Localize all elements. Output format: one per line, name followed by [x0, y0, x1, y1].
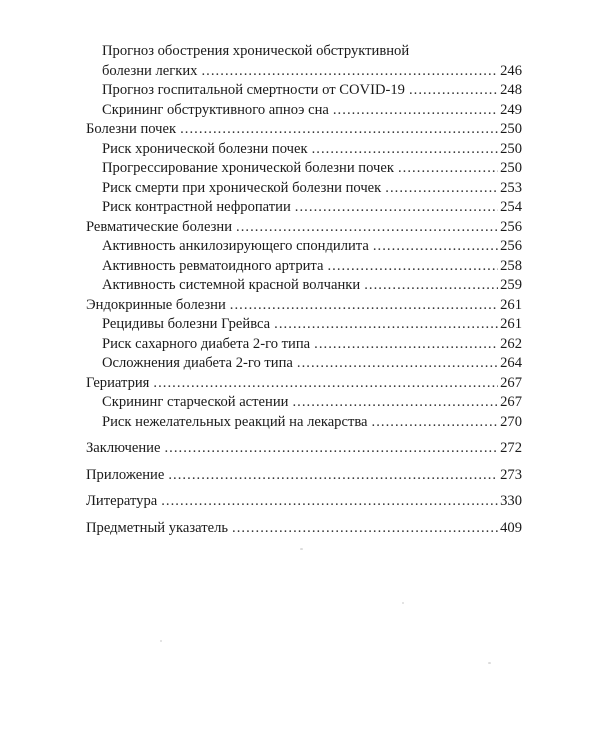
toc-entry: [86, 101, 522, 121]
toc-entry-page: 253: [500, 179, 522, 196]
toc-entry-title: Активность анкилозирующего спондилита: [102, 238, 369, 254]
scan-speck: [402, 602, 404, 604]
toc-entry-title: Риск смерти при хронической болезни почек: [102, 179, 382, 196]
toc-entry-page: 330: [500, 493, 522, 509]
toc-entry: [86, 315, 522, 335]
toc-entry-title: Предметный указатель: [86, 519, 229, 536]
toc-entry-title: Эндокринные болезни: [86, 296, 226, 313]
toc-entry: [86, 140, 522, 160]
toc-entry: [86, 354, 522, 374]
toc-entry-page: 272: [500, 440, 522, 456]
toc-section-entry: [86, 492, 522, 512]
toc-entry: [86, 257, 522, 277]
toc-entry-page: 250: [500, 121, 522, 137]
dot-leader: [292, 393, 498, 413]
toc-entry: [86, 413, 522, 433]
dot-leader: [372, 413, 499, 433]
toc-entry: [86, 179, 522, 199]
toc-section-entry: [86, 519, 522, 539]
toc-entry-page: 256: [500, 218, 522, 235]
toc-entry-title: Болезни почек: [86, 121, 177, 137]
toc-entry-page: 264: [500, 355, 522, 371]
toc-entry-title: Риск сахарного диабета 2-го типа: [102, 335, 311, 352]
dot-leader: [312, 140, 499, 160]
dot-leader: [236, 218, 498, 238]
toc-entry: [86, 237, 522, 257]
toc-entry: [86, 81, 522, 101]
dot-leader: [232, 519, 498, 539]
dot-leader: [409, 81, 498, 101]
toc-entry-page: 267: [500, 394, 522, 410]
toc-section-entry: [86, 296, 522, 316]
toc-entry-title: Рецидивы болезни Грейвса: [102, 316, 271, 332]
toc-entry-title: Осложнения диабета 2-го типа: [102, 355, 293, 371]
dot-leader: [201, 62, 498, 82]
toc-entry-title: Прогрессирование хронической болезни почек: [102, 160, 394, 176]
dot-leader: [180, 120, 498, 140]
dot-leader: [314, 335, 498, 355]
toc-entry-page: 250: [500, 140, 522, 157]
toc-entry-title: Скрининг старческой астении: [102, 394, 289, 410]
toc-entry-title: Активность ревматоидного артрита: [102, 257, 324, 274]
toc-entry-title: Заключение: [86, 440, 161, 456]
toc-entry-page: 409: [500, 519, 522, 536]
toc-entry-page: 250: [500, 160, 522, 176]
toc-section-entry: [86, 218, 522, 238]
toc-entry-title: Скрининг обструктивного апноэ сна: [102, 101, 329, 118]
table-of-contents: [86, 42, 522, 538]
toc-entry-page: 270: [500, 413, 522, 430]
toc-section-entry: [86, 120, 522, 140]
toc-entry: [86, 276, 522, 296]
toc-entry: [86, 198, 522, 218]
dot-leader: [161, 492, 498, 512]
toc-entry-title: болезни легких: [102, 62, 198, 79]
toc-section-entry: [86, 466, 522, 486]
toc-section-entry: [86, 374, 522, 394]
toc-section-entry: [86, 439, 522, 459]
dot-leader: [373, 237, 498, 257]
toc-entry-page: 249: [500, 101, 522, 118]
toc-entry-page: 256: [500, 238, 522, 254]
toc-entry-page: 258: [500, 257, 522, 274]
toc-entry-page: 259: [500, 277, 522, 293]
toc-entry-page: 246: [500, 62, 522, 79]
dot-leader: [153, 374, 498, 394]
toc-entry-title: Риск контрастной нефропатии: [102, 199, 291, 215]
toc-entry-title: Риск хронической болезни почек: [102, 140, 308, 157]
dot-leader: [398, 159, 498, 179]
toc-entry-title: Литература: [86, 493, 158, 509]
dot-leader: [297, 354, 498, 374]
toc-entry-title: Риск нежелательных реакций на лекарства: [102, 413, 368, 430]
toc-entry-title: Прогноз госпитальной смертности от COVID-19: [102, 82, 405, 98]
dot-leader: [333, 101, 498, 121]
dot-leader: [274, 315, 498, 335]
toc-entry: [86, 159, 522, 179]
scan-speck: [300, 548, 303, 550]
dot-leader: [164, 439, 498, 459]
toc-entry: [86, 335, 522, 355]
dot-leader: [385, 179, 498, 199]
toc-entry-title: Активность системной красной волчанки: [102, 277, 361, 293]
toc-entry-page: 248: [500, 82, 522, 98]
toc-entry-page: 261: [500, 296, 522, 313]
toc-entry-title-line1: Прогноз обострения хронической обструктивной: [102, 43, 410, 59]
toc-entry: [86, 42, 522, 81]
toc-entry: [86, 393, 522, 413]
dot-leader: [327, 257, 498, 277]
toc-entry-page: 273: [500, 466, 522, 483]
dot-leader: [295, 198, 498, 218]
toc-entry-page: 262: [500, 335, 522, 352]
scan-speck: [488, 662, 491, 664]
toc-entry-page: 261: [500, 316, 522, 332]
scan-speck: [160, 640, 162, 642]
toc-entry-page: 267: [500, 374, 522, 391]
toc-entry-title: Гериатрия: [86, 374, 150, 391]
dot-leader: [168, 466, 498, 486]
toc-entry-title: Приложение: [86, 466, 165, 483]
dot-leader: [230, 296, 498, 316]
toc-entry-title: Ревматические болезни: [86, 218, 233, 235]
dot-leader: [364, 276, 498, 296]
toc-entry-page: 254: [500, 199, 522, 215]
